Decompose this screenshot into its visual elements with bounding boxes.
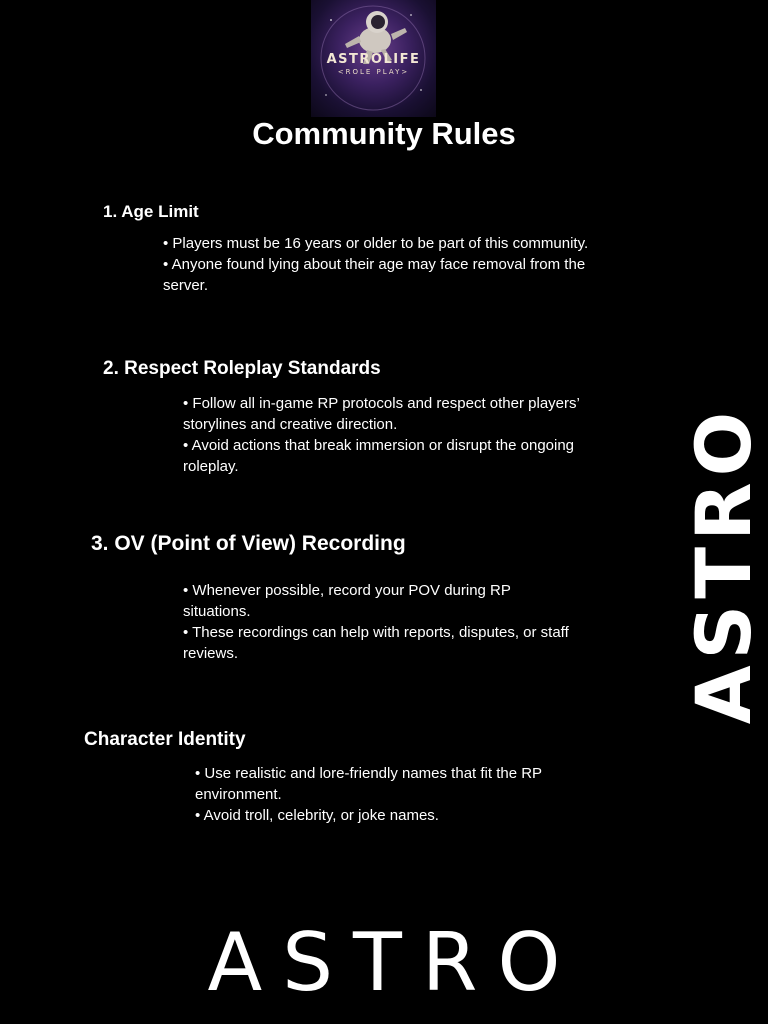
bullet-item: • Avoid actions that break immersion or disrupt the ongoing roleplay. (183, 437, 575, 475)
bullet-item: • These recordings can help with reports, disputes, or staff reviews. (183, 624, 569, 662)
section-heading-pov-recording: 3. OV (Point of View) Recording (91, 532, 406, 555)
section-heading-age-limit: 1. Age Limit (103, 202, 199, 221)
bullet-item: • Anyone found lying about their age may face removal from the server. (163, 256, 586, 294)
page-title: Community Rules (252, 116, 516, 151)
bullet-item: • Follow all in-game RP protocols and respect other players’ storylines and creative direction. (183, 395, 580, 433)
bottom-brand-text: ASTRO (207, 916, 581, 1009)
section-heading-character-identity: Character Identity (84, 729, 246, 750)
section-bullets-age-limit (163, 233, 643, 296)
section-bullets-pov-recording (183, 580, 623, 664)
section-bullets-roleplay-standards (183, 393, 628, 477)
logo-title: ASTROLIFE (326, 52, 421, 67)
logo-subtitle: <ROLE PLAY> (337, 68, 410, 76)
section-bullets-character-identity (195, 763, 595, 826)
bullet-item: • Avoid troll, celebrity, or joke names. (195, 807, 439, 824)
bullet-item: • Players must be 16 years or older to be part of this community. (163, 235, 589, 252)
astrolife-logo (311, 0, 436, 117)
side-brand-text: ASTRO (679, 405, 768, 725)
bullet-item: • Whenever possible, record your POV during RP situations. (183, 582, 511, 620)
bullet-item: • Use realistic and lore-friendly names that fit the RP environment. (195, 765, 542, 803)
section-heading-roleplay-standards: 2. Respect Roleplay Standards (103, 358, 381, 379)
